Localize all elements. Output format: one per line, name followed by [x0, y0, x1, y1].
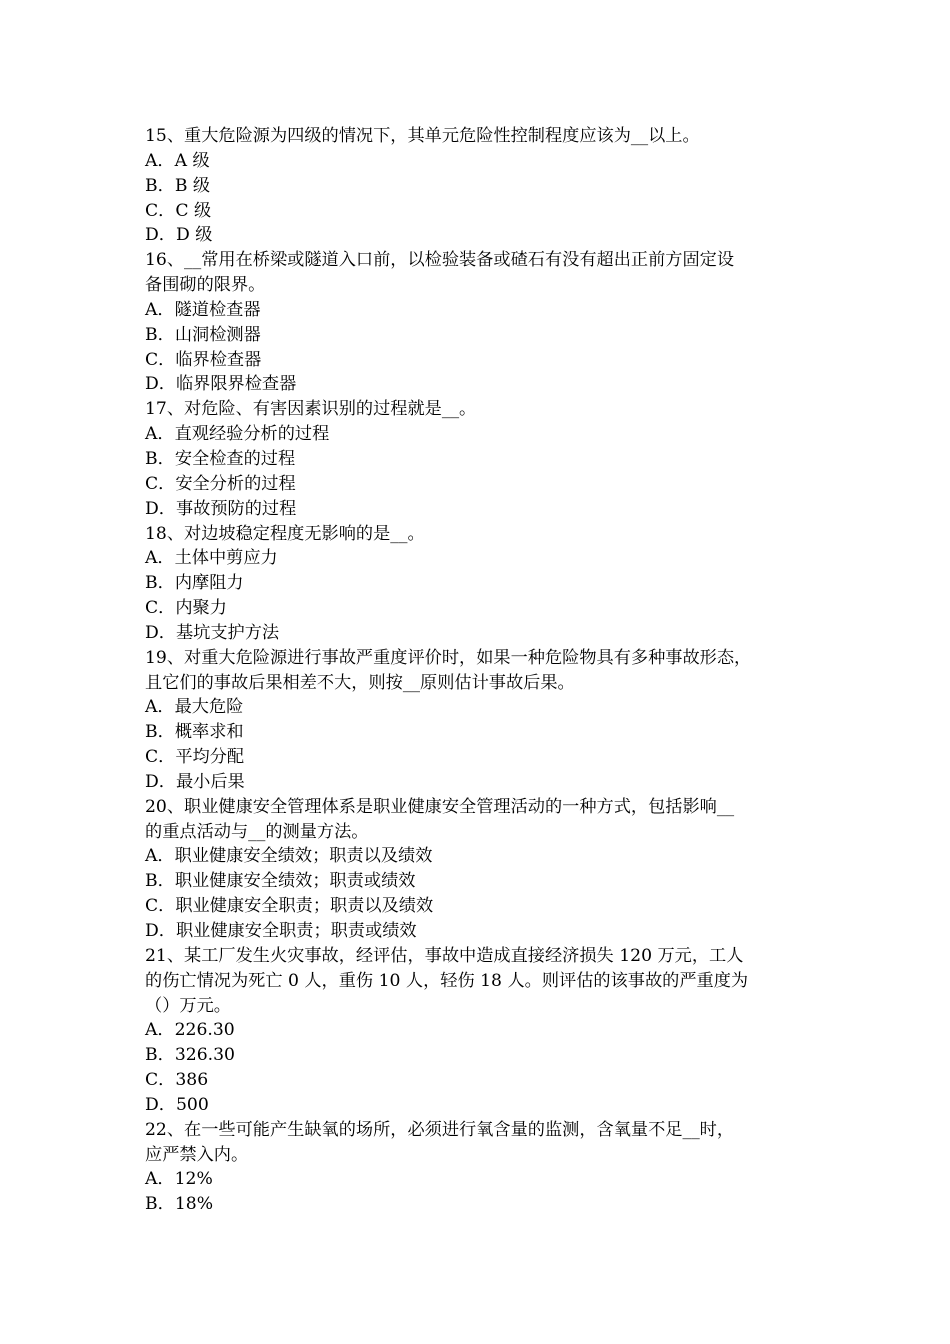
question-block [145, 124, 815, 248]
question-block [145, 646, 815, 795]
answer-option: D．事故预防的过程 [145, 498, 297, 519]
answer-option: B．概率求和 [145, 722, 244, 743]
question-block [145, 522, 815, 646]
answer-option: B．18% [145, 1194, 214, 1215]
answer-option: A．隧道检查器 [145, 299, 261, 320]
answer-option: D．职业健康安全职责；职责或绩效 [145, 921, 417, 941]
question-stem-line: （）万元。 [145, 995, 231, 1016]
answer-option: B．安全检查的过程 [145, 448, 296, 469]
question-stem-line: 18、对边坡稳定程度无影响的是__。 [145, 523, 425, 544]
question-block [145, 944, 815, 1118]
question-stem-line: 15、重大危险源为四级的情况下，其单元危险性控制程度应该为__以上。 [145, 126, 700, 146]
answer-option: A．职业健康安全绩效；职责以及绩效 [145, 846, 433, 867]
answer-option: D．最小后果 [145, 771, 245, 792]
answer-option: A．最大危险 [145, 697, 244, 718]
answer-option: D．基坑支护方法 [145, 622, 280, 643]
question-stem-line: 备围砌的限界。 [145, 275, 266, 296]
question-block [145, 248, 815, 397]
answer-option: C．临界检查器 [145, 349, 262, 370]
question-stem-line: 22、在一些可能产生缺氧的场所，必须进行氧含量的监测，含氧量不足__时， [145, 1119, 735, 1140]
question-stem-line: 且它们的事故后果相差不大，则按__原则估计事故后果。 [145, 672, 575, 693]
answer-option: A．直观经验分析的过程 [145, 424, 330, 445]
question-stem-line: 21、某工厂发生火灾事故，经评估，事故中造成直接经济损失 120 万元，工人 [145, 945, 744, 966]
question-block [145, 795, 815, 944]
question-stem-line: 17、对危险、有害因素识别的过程就是__。 [145, 399, 477, 420]
question-stem-line: 的伤亡情况为死亡 0 人，重伤 10 人，轻伤 18 人。则评估的该事故的严重度为 [145, 970, 749, 991]
answer-option: B．B 级 [145, 175, 211, 196]
answer-option: B．山洞检测器 [145, 324, 261, 345]
answer-option: D．D 级 [145, 225, 213, 246]
question-stem-line: 20、职业健康安全管理体系是职业健康安全管理活动的一种方式，包括影响__ [145, 796, 735, 817]
answer-option: A．A 级 [145, 150, 210, 171]
answer-option: C．386 [145, 1070, 209, 1091]
question-stem-line: 的重点活动与__的测量方法。 [145, 821, 369, 842]
question-block [145, 1118, 815, 1217]
answer-option: C．平均分配 [145, 747, 245, 768]
answer-option: C．内聚力 [145, 598, 227, 619]
answer-option: D．临界限界检查器 [145, 374, 297, 395]
question-block [145, 397, 815, 521]
question-stem-line: 16、__常用在桥梁或隧道入口前，以检验装备或碴石有没有超出正前方固定设 [145, 250, 735, 271]
answer-option: B．326.30 [145, 1045, 235, 1066]
answer-option: A．226.30 [145, 1020, 235, 1041]
answer-option: A．12% [145, 1169, 213, 1190]
answer-option: C．职业健康安全职责；职责以及绩效 [145, 896, 434, 917]
question-list [145, 124, 815, 1217]
question-stem-line: 19、对重大危险源进行事故严重度评价时，如果一种危险物具有多种事故形态， [145, 647, 752, 668]
answer-option: D．500 [145, 1094, 209, 1115]
answer-option: B．职业健康安全绩效；职责或绩效 [145, 871, 416, 892]
answer-option: C．C 级 [145, 200, 212, 221]
answer-option: B．内摩阻力 [145, 573, 244, 594]
answer-option: A．土体中剪应力 [145, 548, 278, 569]
answer-option: C．安全分析的过程 [145, 473, 296, 494]
question-stem-line: 应严禁入内。 [145, 1144, 249, 1165]
